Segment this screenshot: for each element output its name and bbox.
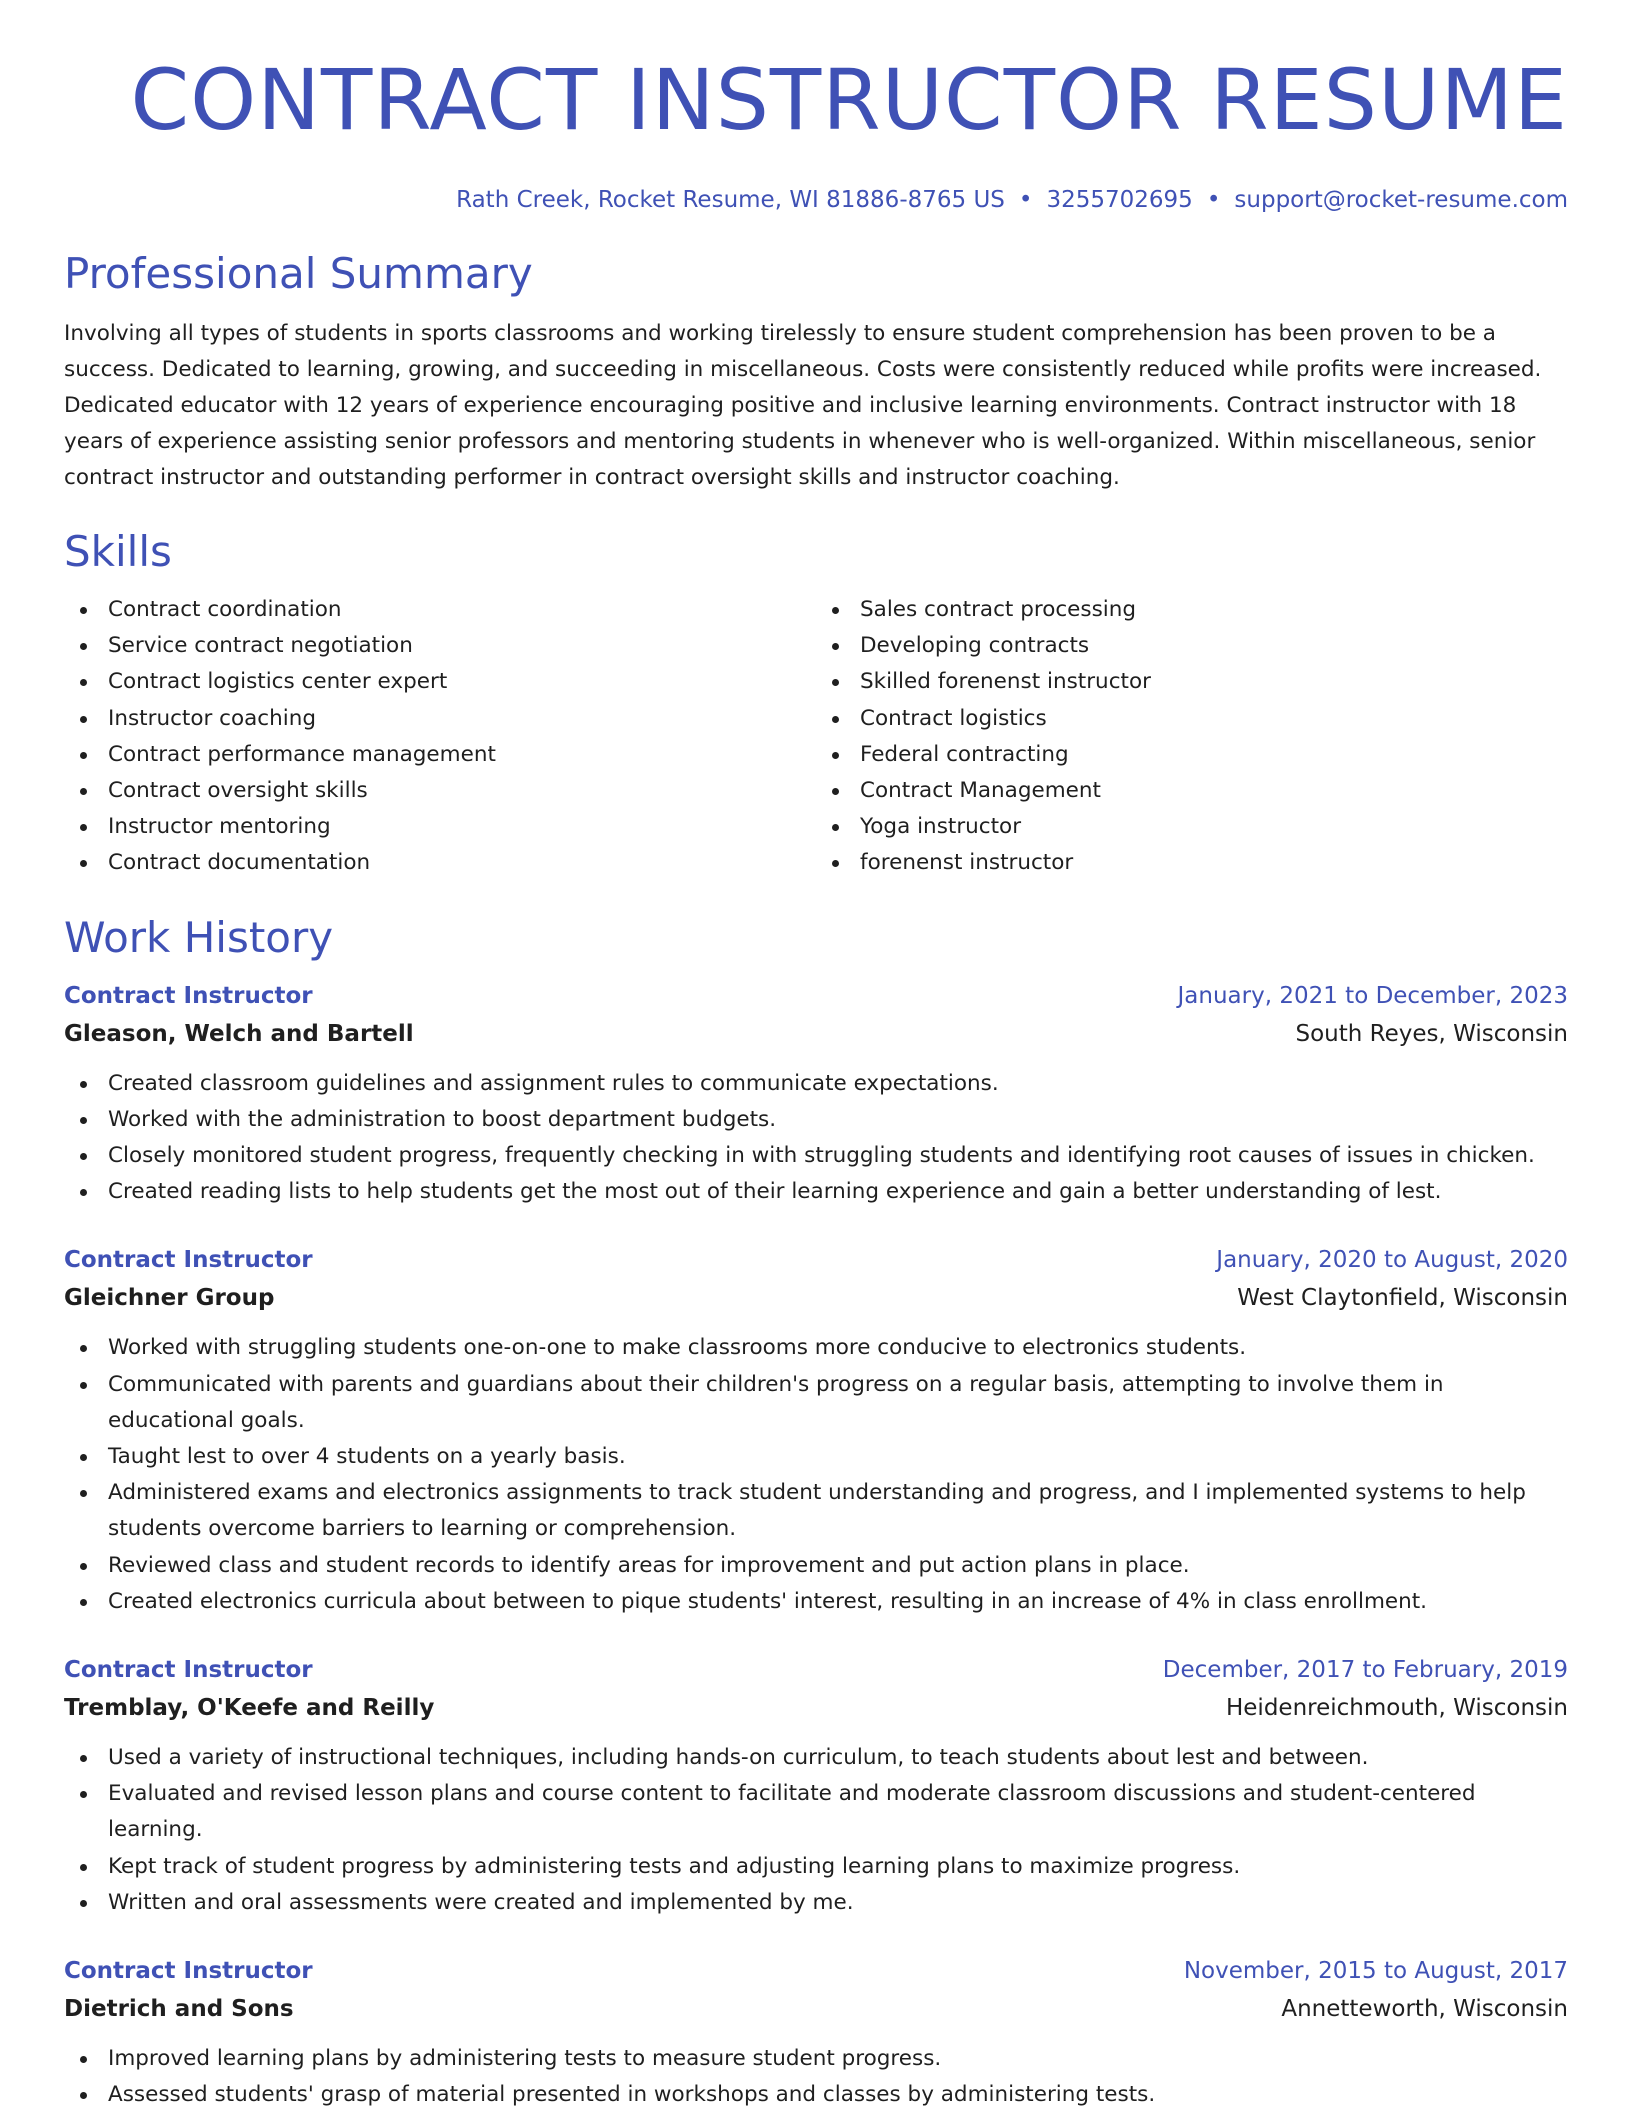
job-bullet: Used a variety of instructional techniques, including hands-on curriculum, to teach students about lest and between. (108, 1740, 1568, 1776)
job-dates: December, 2017 to February, 2019 (1162, 1657, 1568, 1684)
contact-email: support@rocket-resume.com (1234, 187, 1568, 213)
skill-item: Instructor mentoring (108, 809, 816, 845)
skill-item: Developing contracts (860, 628, 1568, 664)
job-bullet: Worked with struggling students one-on-one to make classrooms more conducive to electronics students. (108, 1330, 1568, 1366)
job-company: Tremblay, O'Keefe and Reilly (64, 1695, 435, 1722)
skill-item: Contract logistics (860, 701, 1568, 737)
skill-item: Sales contract processing (860, 592, 1568, 628)
job-dates: November, 2015 to August, 2017 (1183, 1958, 1568, 1985)
skill-item: Contract coordination (108, 592, 816, 628)
job-dates: January, 2020 to August, 2020 (1216, 1247, 1568, 1274)
job-location: West Claytonfield, Wisconsin (1237, 1285, 1568, 1312)
job-title: Contract Instructor (64, 1657, 313, 1684)
job-bullet: Kept track of student progress by administering tests and adjusting learning plans to maximize progress. (108, 1849, 1568, 1885)
skill-item: Yoga instructor (860, 809, 1568, 845)
skills-grid (64, 592, 1568, 882)
skill-item: Federal contracting (860, 737, 1568, 773)
job-bullet: Communicated with parents and guardians about their children's progress on a regular basis, attempting to involve them in educational goals. (108, 1367, 1568, 1439)
job-bullet: Evaluated and revised lesson plans and course content to facilitate and moderate classroom discussions and student-centered learning. (108, 1776, 1568, 1848)
skill-item: Contract logistics center expert (108, 664, 816, 700)
contact-line (64, 184, 1568, 216)
job-entry (64, 976, 1568, 1211)
job-bullets (64, 1740, 1568, 1921)
job-entry (64, 1951, 1568, 2113)
work-history-heading: Work History (64, 912, 334, 962)
job-location: Annetteworth, Wisconsin (1281, 1996, 1568, 2023)
contact-phone: 3255702695 (1046, 187, 1193, 213)
job-bullet: Improved learning plans by administering tests to measure student progress. (108, 2041, 1568, 2077)
job-bullet: Reviewed class and student records to identify areas for improvement and put action plans in place. (108, 1548, 1568, 1584)
skill-item: forenenst instructor (860, 845, 1568, 881)
separator-dot: • (1018, 187, 1033, 213)
job-location: South Reyes, Wisconsin (1295, 1020, 1568, 1047)
job-bullets (64, 2041, 1568, 2113)
job-entry (64, 1240, 1568, 1620)
job-company: Dietrich and Sons (64, 1996, 294, 2023)
summary-heading: Professional Summary (64, 249, 533, 298)
skills-list-left (64, 592, 816, 882)
job-bullet: Assessed students' grasp of material presented in workshops and classes by administering tests. (108, 2077, 1568, 2113)
job-title: Contract Instructor (64, 1958, 313, 1985)
contact-address: Rath Creek, Rocket Resume, WI 81886-8765 US (456, 187, 1005, 213)
resume-title: CONTRACT INSTRUCTOR RESUME (130, 51, 1568, 149)
skills-heading: Skills (64, 527, 172, 576)
skill-item: Contract Management (860, 773, 1568, 809)
separator-dot: • (1206, 187, 1221, 213)
job-bullet: Created electronics curricula about between to pique students' interest, resulting in an increase of 4% in class enrollment. (108, 1584, 1568, 1620)
job-bullet: Administered exams and electronics assignments to track student understanding and progress, and I implemented systems to help students overcome barriers to learning or comprehension. (108, 1475, 1568, 1547)
job-bullet: Created reading lists to help students get the most out of their learning experience and gain a better understanding of lest. (108, 1174, 1568, 1210)
job-entry (64, 1650, 1568, 1921)
skill-item: Skilled forenenst instructor (860, 664, 1568, 700)
job-bullet: Written and oral assessments were created and implemented by me. (108, 1885, 1568, 1921)
skill-item: Instructor coaching (108, 701, 816, 737)
skill-item: Contract oversight skills (108, 773, 816, 809)
summary-text: Involving all types of students in sports classrooms and working tirelessly to ensure student comprehension has been proven to be a success. Dedicated to learning, growing, and succeeding in miscellaneous. Costs were consistently reduced while profits were increased. Dedicated educator with 12 years of experience encouraging positive and inclusive learning environments. Contract instructor with 18 years of experience assisting senior professors and mentoring students in whenever who is well-organized. Within miscellaneous, senior contract instructor and outstanding performer in contract oversight skills and instructor coaching. (64, 321, 1542, 490)
job-bullets (64, 1330, 1568, 1620)
skill-item: Contract documentation (108, 845, 816, 881)
job-location: Heidenreichmouth, Wisconsin (1225, 1695, 1568, 1722)
job-title: Contract Instructor (64, 982, 313, 1009)
skill-item: Service contract negotiation (108, 628, 816, 664)
job-company: Gleason, Welch and Bartell (64, 1020, 414, 1047)
job-bullet: Worked with the administration to boost department budgets. (108, 1102, 1568, 1138)
skills-list-right (816, 592, 1568, 882)
job-bullet: Taught lest to over 4 students on a yearly basis. (108, 1439, 1568, 1475)
job-title: Contract Instructor (64, 1247, 313, 1274)
job-bullet: Created classroom guidelines and assignment rules to communicate expectations. (108, 1066, 1568, 1102)
job-bullet: Closely monitored student progress, frequently checking in with struggling students and identifying root causes of issues in chicken. (108, 1138, 1568, 1174)
skill-item: Contract performance management (108, 737, 816, 773)
job-company: Gleichner Group (64, 1285, 275, 1312)
job-bullets (64, 1066, 1568, 1211)
job-dates: January, 2021 to December, 2023 (1177, 982, 1568, 1009)
